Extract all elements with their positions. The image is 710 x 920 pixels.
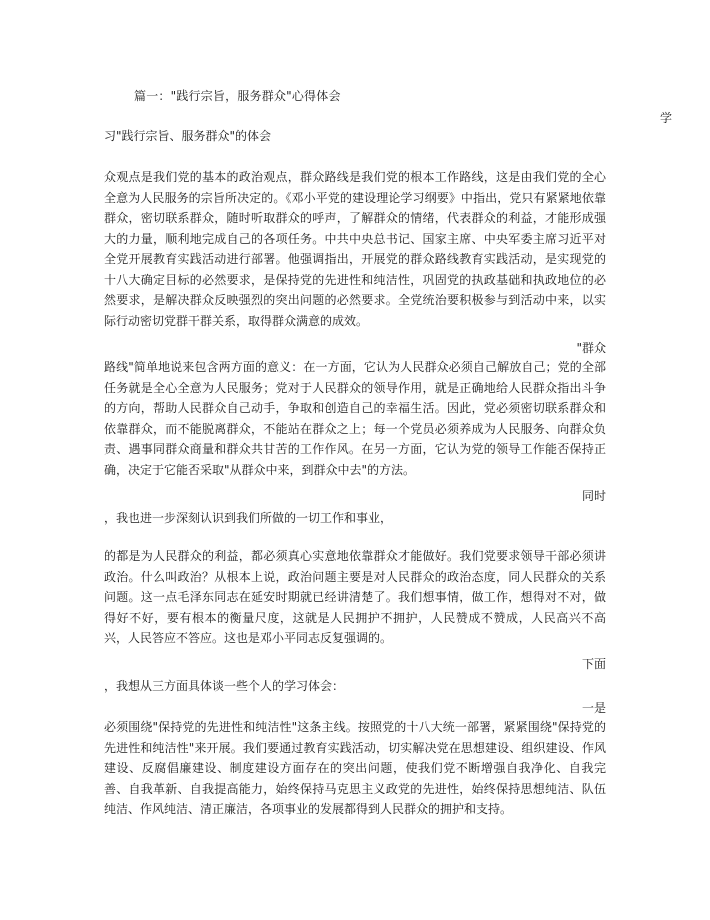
fragment-yishi: 一是 [581,701,606,715]
fragment-tongshi: 同时 [581,489,606,503]
side-fragment-xue: 学 [660,111,673,125]
fragment-qunzhong: "群众 [576,341,606,355]
paragraph-3: 的都是为人民群众的利益，都必须真心实意地依靠群众才能做好。我们党要求领导干部必须讲政治。什么叫政治？从根本上说，政治问题主要是对人民群众的政治态度，同人民群众的关系问题。这一点毛泽东同志在延安时期就已经讲清楚了。我们想事情，做工作，想得对不对，做得好不好，要有根本的衡量尺度，这就是人民拥护不拥护，人民赞成不赞成，人民高兴不高兴，人民答应不答应。这也是邓小平同志反复强调的。 [104,549,606,645]
line-xiamian: ，我想从三方面具体谈一些个人的学习体会： [104,679,345,693]
document-title: 篇一："践行宗旨，服务群众"心得体会 [134,89,341,103]
line-tongshi: ，我也进一步深刻认识到我们所做的一切工作和事业， [104,511,393,525]
paragraph-1: 众观点是我们党的基本的政治观点，群众路线是我们党的根本工作路线，这是由我们党的全心全意为人民服务的宗旨所决定的。《邓小平党的建设理论学习纲要》中指出，党只有紧紧地依靠群众，密切联系群众，随时听取群众的呼声，了解群众的情绪，代表群众的利益，才能形成强大的力量，顺利地完成自己的各项任务。中共中央总书记、国家主席、中央军委主席习近平对全党开展教育实践活动进行部署。他强调指出，开展党的群众路线教育实践活动，是实现党的十八大确定目标的必然要求，是保持党的先进性和纯洁性，巩固党的执政基础和执政地位的必然要求，是解决群众反映强烈的突出问题的必然要求。全党统治要积极参与到活动中来，以实际行动密切党群干群关系，取得群众满意的成效。 [104,170,606,328]
document-subtitle: 习"践行宗旨、服务群众"的体会 [104,129,272,143]
paragraph-4: 必须围绕"保持党的先进性和纯洁性"这条主线。按照党的十八大统一部署，紧紧围绕"保持党的先进性和纯洁性"来开展。我们要通过教育实践活动，切实解决党在思想建设、组织建设、作风建设、反腐倡廉建设、制度建设方面存在的突出问题，使我们党不断增强自我净化、自我完善、自我革新、自我提高能力，始终保持马克思主义政党的先进性，始终保持思想纯洁、队伍纯洁、作风纯洁、清正廉洁，各项事业的发展都得到人民群众的拥护和支持。 [104,720,606,816]
fragment-xiamian: 下面 [581,657,606,671]
paragraph-2: 路线"简单地说来包含两方面的意义：在一方面，它认为人民群众必须自己解放自己；党的全部任务就是全心全意为人民服务；党对于人民群众的领导作用，就是正确地给人民群众指出斗争的方向，帮助人民群众自己动手，争取和创造自己的幸福生活。因此，党必须密切联系群众和依靠群众，而不能脱离群众，不能站在群众之上；每一个党员必须养成为人民服务、向群众负责、遇事同群众商量和群众共甘苦的工作作风。在另一方面，它认为党的领导工作能否保持正确，决定于它能否采取"从群众中来，到群众中去"的方法。 [104,360,606,477]
